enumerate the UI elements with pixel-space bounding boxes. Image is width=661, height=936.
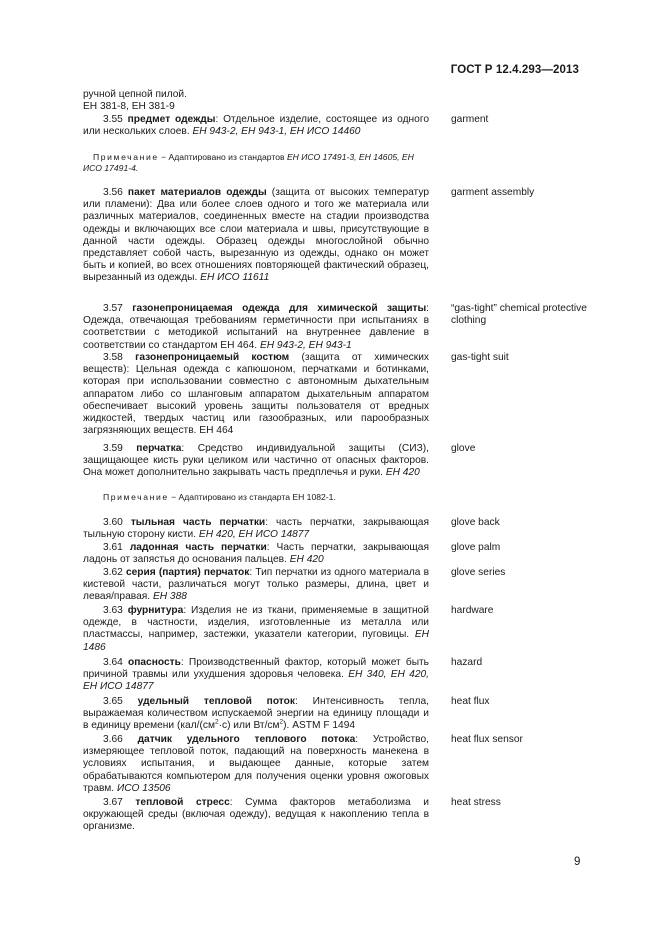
entry-number: 3.64 <box>103 657 123 668</box>
entry-term: пакет материалов одежды <box>127 187 267 198</box>
entry-english-term: garment <box>451 114 489 125</box>
entry-term: удельный тепловой поток <box>137 696 295 707</box>
entry-english-term: hazard <box>451 657 483 668</box>
entry-term: предмет одежды <box>127 114 216 125</box>
entry-refs: ЕН 420 <box>289 554 324 566</box>
note-text: − Адаптировано из стандартов <box>158 152 287 162</box>
note-refs: ЕН ИСО 17491-3, ЕН 14605, ЕН ИСО 17491-4. <box>83 152 414 173</box>
entry-3-58 <box>83 352 429 437</box>
entry-refs: ИСО 13506 <box>116 782 171 794</box>
entry-definition: : Отдельное изделие, состоящее из одного или нескольких слоев. <box>83 114 429 138</box>
entry-refs: ЕН 1486 <box>83 629 429 653</box>
entry-english-term: glove series <box>451 567 506 578</box>
entry-3-60 <box>83 517 429 541</box>
continuation-line: ручной цепной пилой. <box>83 89 187 100</box>
entry-refs: ЕН 943-2, ЕН 943-1 <box>259 339 352 351</box>
entry-3-63 <box>83 605 429 654</box>
entry-definition: : Изделия не из ткани, применяемые в защитной одежде, в частности, изделия, изготовленные из металла или пластмассы, например, застежки, указатели категории, пуговицы. <box>83 605 429 641</box>
entry-term: тыльная часть перчатки <box>130 517 266 528</box>
entry-english-term: gas-tight suit <box>451 352 509 363</box>
page-number: 9 <box>574 856 581 868</box>
entry-english-term: hardware <box>451 605 494 616</box>
entry-refs: ЕН 388 <box>152 591 187 603</box>
note-label: Примечание <box>93 152 159 162</box>
entry-3-57 <box>83 303 429 352</box>
entry-english-term: glove <box>451 443 476 454</box>
entry-definition: : Часть перчатки, закрывающая ладонь от запястья до основания пальцев. <box>83 542 429 566</box>
entry-definition: (защита от высоких температур или пламени): Два или более слоев одного и того же материала или различных материалов, соединенных вместе на стадии производства одежды и включающих все слои материала и швы, присутствующие в данной части одежды. Образец одежды многослойной обычно представляет собой часть, вырезанную из одежды, однако он может быть и копией, во всех отношениях повторяющей фактический образец, вырезанный из одежды. <box>83 187 429 284</box>
entry-english-term: heat stress <box>451 797 501 808</box>
continuation-text <box>83 89 429 113</box>
entry-definition-cont: ·с) или Вт/см <box>218 720 280 732</box>
entry-term: фурнитура <box>127 605 184 616</box>
entry-term: газонепроницаемая одежда для химической защиты <box>132 303 427 314</box>
entry-number: 3.58 <box>103 352 123 363</box>
note-label: Примечание <box>103 492 169 502</box>
entry-number: 3.65 <box>103 696 123 707</box>
entry-definition-end: ). ASTM F 1494 <box>283 720 356 732</box>
entry-definition: : Сумма факторов метаболизма и окружающей среды (включая одежду), ведущая к накоплению тепла в организме. <box>83 797 429 833</box>
entry-english-term: “gas-tight” chemical protective clothing <box>451 303 587 327</box>
entry-definition: : Средство индивидуальной защиты (СИЗ), защищающее кисть руки целиком или частично от опасных факторов. Она может дополнительно закрывать часть предплечья и руки. <box>83 443 429 479</box>
entry-definition: : Тип перчатки из одного материала в кистевой части, различаться могут только размеры, длина, цвет и левая/правая. <box>83 567 429 603</box>
entry-definition: : Одежда, отвечающая требованиям герметичности при испытаниях в соответствии с методикой испытаний на внутреннее давление в соответствии со стандартом ЕН 464. <box>83 303 429 351</box>
entry-english-term: heat flux sensor <box>451 734 523 745</box>
entry-refs: ЕН ИСО 11611 <box>200 272 270 284</box>
entry-number: 3.67 <box>103 797 123 808</box>
entry-definition: : Интенсивность тепла, выражаемая количеством испускаемой энергии на единицу площади и в единицу времени (кал/(см <box>83 696 429 732</box>
entry-english-term: garment assembly <box>451 187 535 198</box>
entry-3-61 <box>83 542 429 566</box>
entry-term: ладонная часть перчатки <box>129 542 267 553</box>
entry-term: перчатка <box>136 443 182 454</box>
entry-term: серия (партия) перчаток <box>125 567 250 578</box>
entry-english-term: heat flux <box>451 696 490 707</box>
entry-number: 3.59 <box>103 443 123 454</box>
entry-number: 3.61 <box>103 542 123 553</box>
entry-3-67 <box>83 797 429 834</box>
entry-definition: : Устройство, измеряющее тепловой поток, падающий на поверхность манекена в условиях испытания, и выдающее данные, которые затем обрабатываются компьютером для получения оценки уровня ожоговых травм. <box>83 734 429 794</box>
entry-3-59 <box>83 443 429 480</box>
entry-english-term: glove back <box>451 517 500 528</box>
entry-definition: : Производственный фактор, который может быть причиной травмы или ухудшения здоровья человека. <box>83 657 429 681</box>
note-1 <box>83 152 429 174</box>
entry-number: 3.62 <box>103 567 123 578</box>
entry-3-65 <box>83 696 429 733</box>
entry-refs: ЕН 420, ЕН ИСО 14877 <box>198 529 310 541</box>
entry-number: 3.66 <box>103 734 123 745</box>
standard-code: ГОСТ Р 12.4.293—2013 <box>450 64 579 76</box>
entry-refs: ЕН 943-2, ЕН 943-1, ЕН ИСО 14460 <box>192 126 361 138</box>
entry-3-64 <box>83 657 429 694</box>
entry-number: 3.56 <box>103 187 123 198</box>
entry-term: датчик удельного теплового потока <box>137 734 356 745</box>
entry-number: 3.60 <box>103 517 123 528</box>
entry-3-55 <box>83 114 429 138</box>
entry-term: тепловой стресс <box>135 797 230 808</box>
superscript: 2 <box>279 719 284 727</box>
entry-english-term: glove palm <box>451 542 501 553</box>
entry-definition: (защита от химических веществ): Цельная одежда с капюшоном, перчатками и ботинками, которая при использовании совместно с автономным дыхательным аппаратом либо со шланговым аппаратом дыхательным аппаратом обеспечивает высокий уровень защиты пользователя от вредных жидкостей, твердых частиц или газообразных, или парообразных загрязняющих веществ. ЕН 464 <box>83 352 430 437</box>
entry-number: 3.55 <box>103 114 123 125</box>
entry-3-56 <box>83 187 429 285</box>
note-text: − Адаптировано из стандарта ЕН 1082-1. <box>168 492 336 502</box>
continuation-refs: ЕН 381-8, ЕН 381-9 <box>83 101 175 113</box>
entry-refs: ЕН 340, ЕН 420, ЕН ИСО 14877 <box>83 669 430 693</box>
entry-number: 3.63 <box>103 605 123 616</box>
entry-term: опасность <box>128 657 181 668</box>
entry-refs: ЕН 420 <box>385 467 420 479</box>
entry-definition: : часть перчатки, закрывающая тыльную сторону кисти. <box>83 517 429 541</box>
entry-term: газонепроницаемый костюм <box>135 352 290 363</box>
superscript: 2 <box>214 719 219 727</box>
entry-3-66 <box>83 734 429 795</box>
note-2 <box>83 492 429 503</box>
entry-3-62 <box>83 567 429 604</box>
entry-number: 3.57 <box>103 303 123 314</box>
